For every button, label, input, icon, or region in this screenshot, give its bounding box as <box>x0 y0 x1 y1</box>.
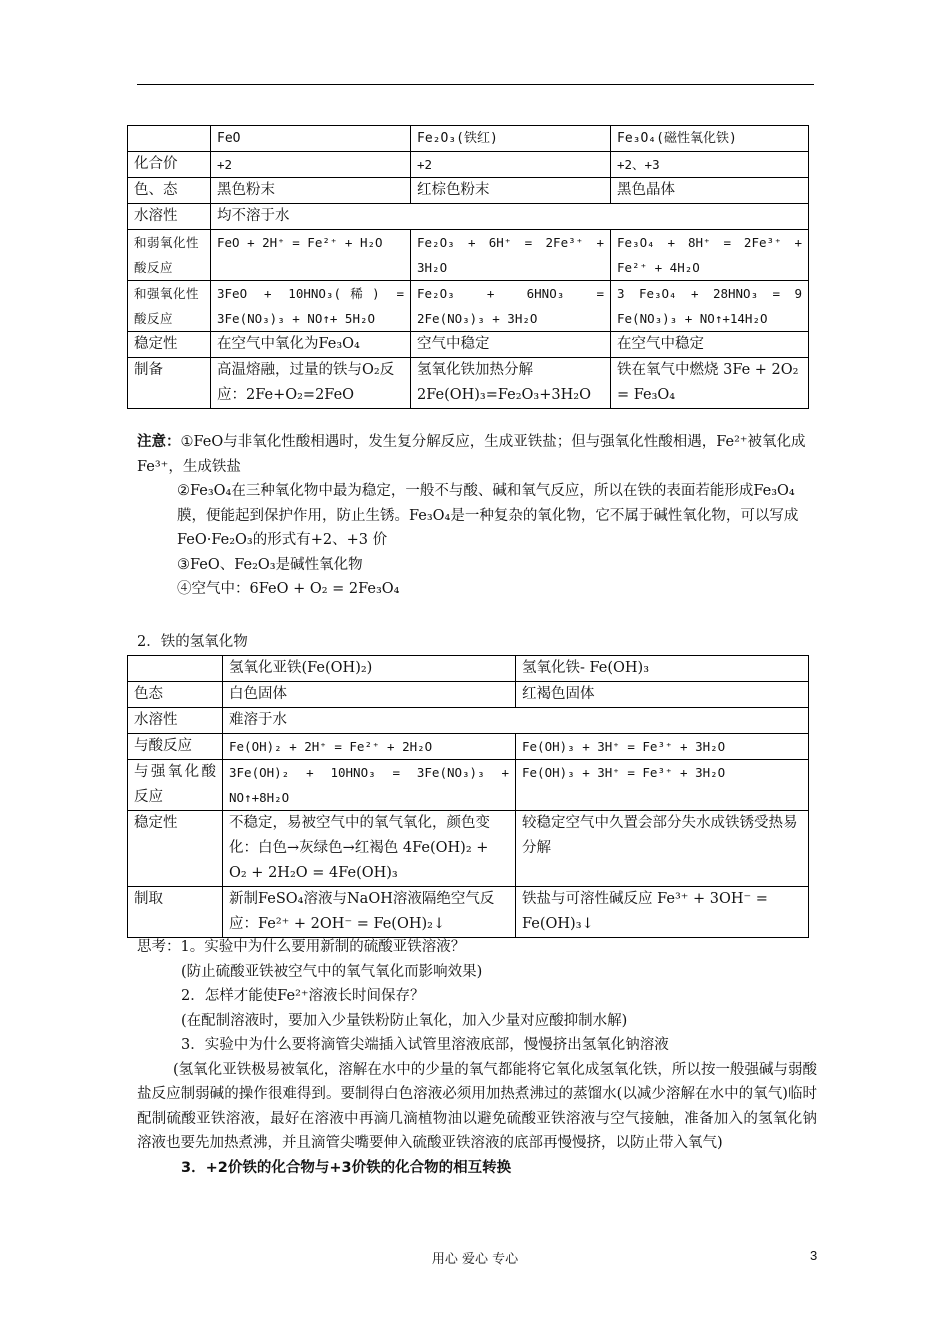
row-header: 和强氧化性酸反应 <box>128 281 211 332</box>
row-header: 水溶性 <box>128 708 223 734</box>
column-header: 氢氧化铁- Fe(OH)₃ <box>516 656 809 682</box>
table-cell: 难溶于水 <box>223 708 809 734</box>
question-1: 思考：1。实验中为什么要用新制的硫酸亚铁溶液？ <box>137 939 466 955</box>
table-row <box>128 332 809 358</box>
page-number: 3 <box>810 1248 818 1263</box>
table-cell: +2 <box>411 152 611 178</box>
column-header: FeO <box>211 126 411 152</box>
table-cell: 均不溶于水 <box>211 204 809 230</box>
table-row <box>128 152 809 178</box>
table-row <box>128 760 809 811</box>
note-text: ①FeO与非氧化性酸相遇时，发生复分解反应，生成亚铁盐；但与强氧化性酸相遇，Fe²⁺被氧化成Fe³⁺，生成铁盐 <box>137 434 806 475</box>
table-cell: 氢氧化铁加热分解 2Fe(OH)₃=Fe₂O₃+3H₂O <box>411 358 611 409</box>
row-header: 水溶性 <box>128 204 211 230</box>
table-row <box>128 734 809 760</box>
table-row <box>128 230 809 281</box>
table-cell: 不稳定，易被空气中的氧气氧化，颜色变化：白色→灰绿色→红褐色 4Fe(OH)₂ + O₂ + 2H₂O = 4Fe(OH)₃ <box>223 811 516 887</box>
table-cell: 铁盐与可溶性碱反应 Fe³⁺ + 3OH⁻ = Fe(OH)₃↓ <box>516 887 809 938</box>
table-cell: +2 <box>211 152 411 178</box>
row-header: 与酸反应 <box>128 734 223 760</box>
table-cell: Fe(OH)₃ + 3H⁺ = Fe³⁺ + 3H₂O <box>516 760 809 811</box>
answer-3: (氢氧化亚铁极易被氧化，溶解在水中的少量的氧气都能将它氧化成氢氧化铁，所以按一般强碱与弱酸盐反应制弱碱的操作很难得到。要制得白色溶液必须用加热煮沸过的蒸馏水(以减少溶解在水中的氧气)临时配制硫酸亚铁溶液，最好在溶液中再滴几滴植物油以避免硫酸亚铁溶液与空气接触，准备加入的氢氧化钠溶液也要先加热煮沸，并且滴管尖嘴要伸入硫酸亚铁溶液的底部再慢慢挤，以防止带入氧气) <box>137 1061 817 1151</box>
table-cell: 红褐色固体 <box>516 682 809 708</box>
table-cell: 在空气中稳定 <box>611 332 809 358</box>
section-3-title <box>137 1156 817 1181</box>
table-cell: 较稳定空气中久置会部分失水成铁锈受热易分解 <box>516 811 809 887</box>
table-cell: Fe₂O₃ + 6H⁺ = 2Fe³⁺ + 3H₂O <box>411 230 611 281</box>
table-cell: 新制FeSO₄溶液与NaOH溶液隔绝空气反应：Fe²⁺ + 2OH⁻ = Fe(OH)₂↓ <box>223 887 516 938</box>
table-cell: 高温熔融，过量的铁与O₂反应：2Fe+O₂=2FeO <box>211 358 411 409</box>
row-header: 制取 <box>128 887 223 938</box>
table-row <box>128 887 809 938</box>
column-header: Fe₃O₄(磁性氧化铁) <box>611 126 809 152</box>
table-cell: 空气中稳定 <box>411 332 611 358</box>
table-cell: 黑色晶体 <box>611 178 809 204</box>
row-header: 色、态 <box>128 178 211 204</box>
note-1 <box>137 430 817 479</box>
table-row <box>128 708 809 734</box>
table-cell: +2、+3 <box>611 152 809 178</box>
question-2: 2．怎样才能使Fe²⁺溶液长时间保存？ <box>181 988 425 1004</box>
note-2: ②Fe₃O₄在三种氧化物中最为稳定，一般不与酸、碱和氧气反应，所以在铁的表面若能形成Fe₃O₄膜，便能起到保护作用，防止生锈。Fe₃O₄是一种复杂的氧化物，它不属于碱性氧化物，可以写成FeO·Fe₂O₃的形式有+2、+3 价 <box>177 483 799 548</box>
row-header: 稳定性 <box>128 332 211 358</box>
row-header: 制备 <box>128 358 211 409</box>
answer-1: (防止硫酸亚铁被空气中的氧气氧化而影响效果) <box>181 963 483 980</box>
table-cell: Fe(OH)₂ + 2H⁺ = Fe²⁺ + 2H₂O <box>223 734 516 760</box>
table-cell: Fe₂O₃ + 6HNO₃ = 2Fe(NO₃)₃ + 3H₂O <box>411 281 611 332</box>
row-header: 和弱氧化性酸反应 <box>128 230 211 281</box>
note-3: ③FeO、Fe₂O₃是碱性氧化物 <box>177 556 363 573</box>
table-row <box>128 358 809 409</box>
table-cell: 白色固体 <box>223 682 516 708</box>
row-header: 色态 <box>128 682 223 708</box>
table-cell: 铁在氧气中燃烧 3Fe + 2O₂ = Fe₃O₄ <box>611 358 809 409</box>
section-3-heading: 3．+2价铁的化合物与+3价铁的化合物的相互转换 <box>181 1159 512 1176</box>
table-cell: FeO + 2H⁺ = Fe²⁺ + H₂O <box>211 230 411 281</box>
table-row <box>128 126 809 152</box>
notes-section <box>137 430 817 602</box>
table-cell: 黑色粉末 <box>211 178 411 204</box>
column-header: 氢氧化亚铁(Fe(OH)₂) <box>223 656 516 682</box>
row-header: 稳定性 <box>128 811 223 887</box>
table-cell: 在空气中氧化为Fe₃O₄ <box>211 332 411 358</box>
table-row <box>128 656 809 682</box>
answer-2: (在配制溶液时，要加入少量铁粉防止氧化，加入少量对应酸抑制水解) <box>181 1012 628 1029</box>
table-row <box>128 204 809 230</box>
table-cell: 3Fe(OH)₂ + 10HNO₃ = 3Fe(NO₃)₃ + NO↑+8H₂O <box>223 760 516 811</box>
table-cell: 红棕色粉末 <box>411 178 611 204</box>
note-4: ④空气中：6FeO + O₂ = 2Fe₃O₄ <box>177 581 400 597</box>
table-row <box>128 178 809 204</box>
footer-slogan: 用心 爱心 专心 <box>431 1252 519 1267</box>
table-row <box>128 682 809 708</box>
row-header: 与强氧化酸反应 <box>128 760 223 811</box>
table-cell <box>128 656 223 682</box>
row-header: 化合价 <box>128 152 211 178</box>
question-3: 3．实验中为什么要将滴管尖端插入试管里溶液底部，慢慢挤出氢氧化钠溶液 <box>181 1037 669 1053</box>
iron-hydroxides-table <box>127 655 809 938</box>
iron-oxides-table <box>127 125 809 409</box>
table-cell: Fe(OH)₃ + 3H⁺ = Fe³⁺ + 3H₂O <box>516 734 809 760</box>
header-rule <box>137 84 814 85</box>
table-cell: Fe₃O₄ + 8H⁺ = 2Fe³⁺ + Fe²⁺ + 4H₂O <box>611 230 809 281</box>
section-2-title: 2．铁的氢氧化物 <box>137 634 248 650</box>
table-row <box>128 281 809 332</box>
note-label: 注意： <box>137 434 181 450</box>
table-cell: 3 Fe₃O₄ + 28HNO₃ = 9 Fe(NO₃)₃ + NO↑+14H₂O <box>611 281 809 332</box>
table-row <box>128 811 809 887</box>
column-header: Fe₂O₃(铁红) <box>411 126 611 152</box>
table-cell <box>128 126 211 152</box>
table-cell: 3FeO + 10HNO₃(稀) = 3Fe(NO₃)₃ + NO↑+ 5H₂O <box>211 281 411 332</box>
think-section <box>137 935 817 1180</box>
